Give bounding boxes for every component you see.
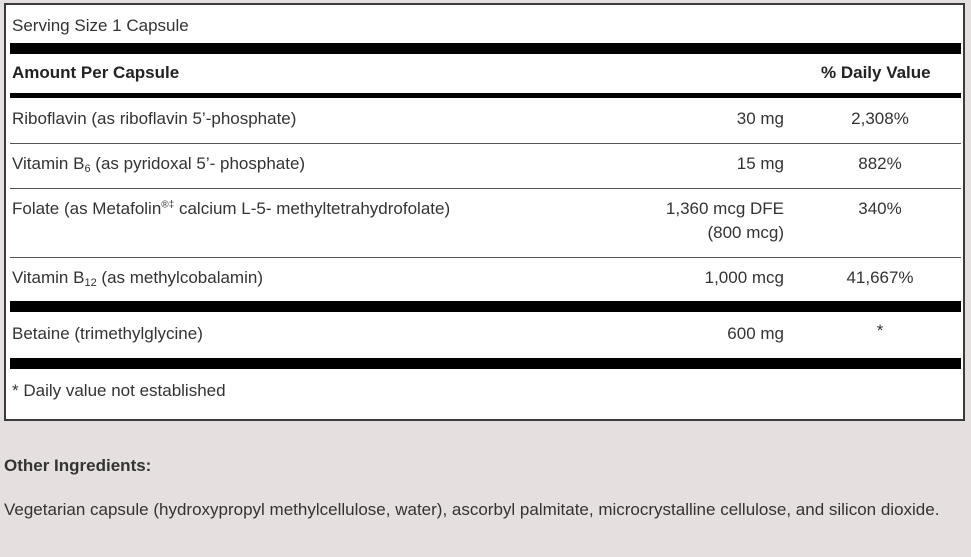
supplement-facts-panel: [4, 3, 965, 421]
amount-vitamin-b12: 1,000 mcg: [704, 268, 784, 287]
dv-vitamin-b12: 41,667%: [846, 268, 914, 287]
amount-folate-mcg: (800 mcg): [707, 223, 784, 242]
divider-thick: [10, 301, 961, 312]
amount-folate: 1,360 mcg DFE: [665, 199, 784, 218]
dv-vitamin-b6: 882%: [858, 154, 902, 173]
amount-vitamin-b6: 15 mg: [736, 154, 784, 173]
other-ingredients-heading: Other Ingredients:: [4, 456, 152, 475]
amount-riboflavin: 30 mg: [736, 109, 784, 128]
row-divider: [10, 143, 961, 144]
nutrient-vitamin-b12: Vitamin $B_{12}$ (as methylcobalamin): [12, 268, 263, 289]
dv-riboflavin: 2,308%: [851, 109, 909, 128]
dv-folate: 340%: [858, 199, 902, 218]
amount-betaine: 600 mg: [727, 324, 784, 343]
amount-per-header: Amount Per Capsule: [12, 63, 180, 82]
serving-size: Serving Size 1 Capsule: [12, 16, 189, 35]
divider-medium: [10, 93, 961, 98]
nutrient-riboflavin: Riboflavin (as riboflavin 5’-phosphate): [12, 109, 297, 128]
nutrient-betaine: Betaine (trimethylglycine): [12, 324, 203, 343]
footnote: * Daily value not established: [12, 381, 226, 400]
other-ingredients-text: Vegetarian capsule (hydroxypropyl methylcellulose, water), ascorbyl palmitate, microcrystalline cellulose, and silicon dioxide.: [4, 500, 940, 519]
daily-value-header: % Daily Value: [821, 63, 931, 82]
row-divider: [10, 188, 961, 189]
divider-thick: [10, 358, 961, 369]
row-divider: [10, 257, 961, 258]
nutrient-vitamin-b6: Vitamin $B_6$ (as pyridoxal 5’- phosphate): [12, 154, 306, 175]
divider-thick: [10, 43, 961, 54]
dv-betaine: *: [876, 321, 884, 340]
nutrient-folate: Folate (as Metafolin®‡ calcium L-5- methyltetrahydrofolate): [12, 199, 451, 218]
